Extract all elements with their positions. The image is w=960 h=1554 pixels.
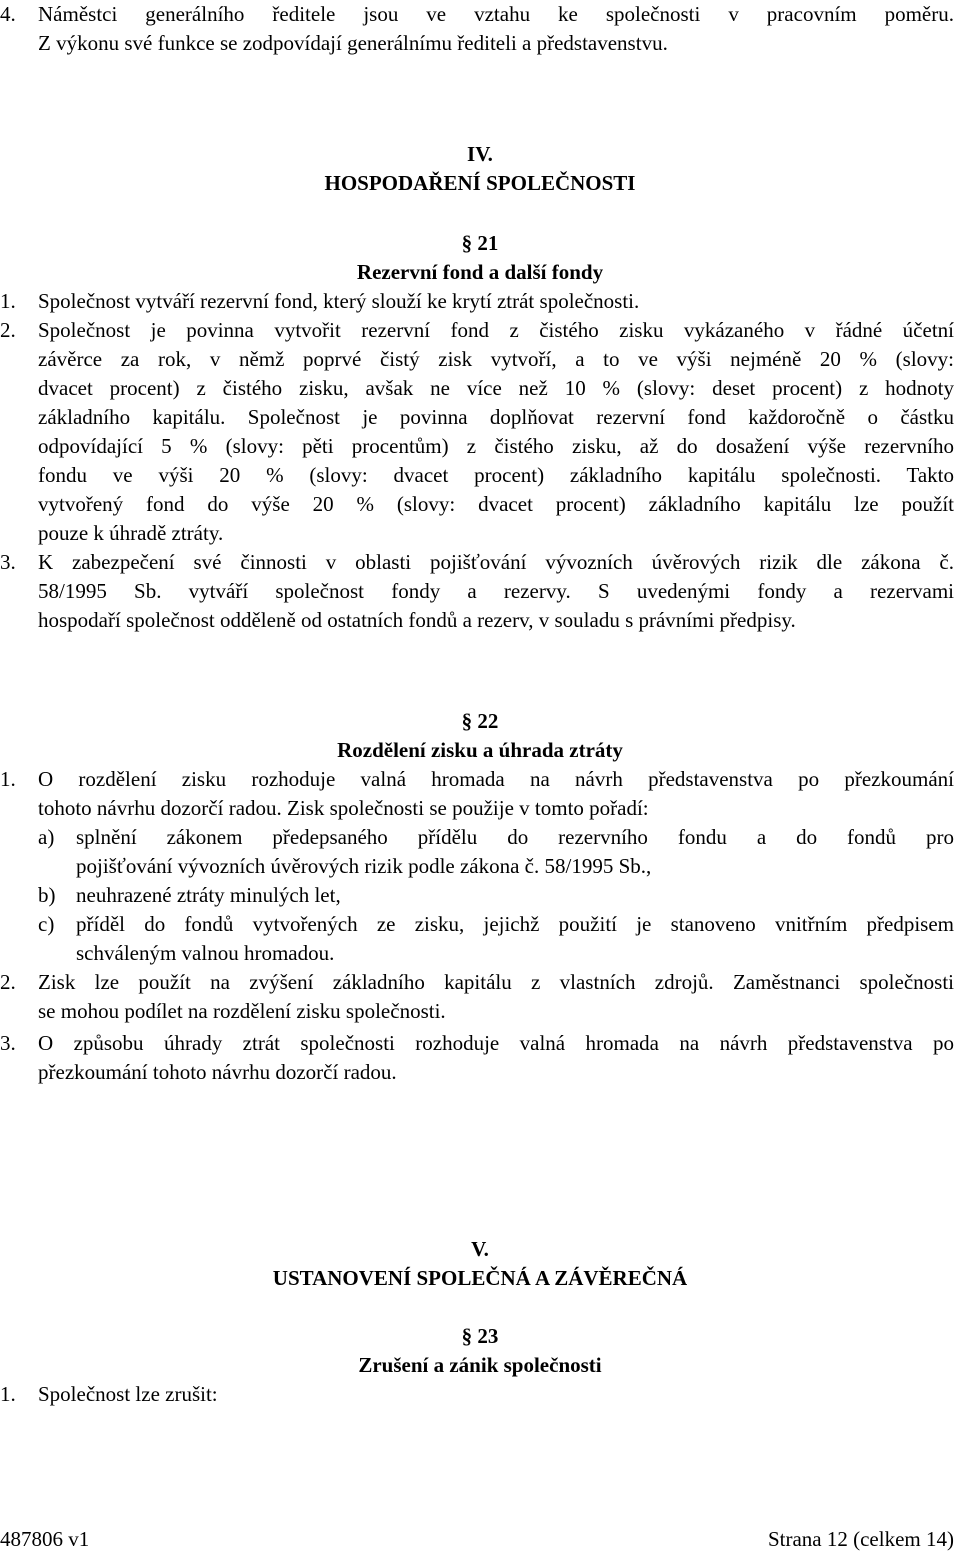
paragraph-number: 1.: [0, 767, 16, 791]
list-item-label: c): [38, 912, 55, 936]
text-line: pouze k úhradě ztráty.: [38, 521, 224, 545]
part-title: HOSPODAŘENÍ SPOLEČNOSTI: [324, 171, 636, 195]
text-line: přezkoumání tohoto návrhu dozorčí radou.: [38, 1060, 397, 1084]
footer-page-number: Strana 12 (celkem 14): [767, 1527, 954, 1551]
text-line: příděl do fondů vytvořených ze zisku, jejichž použití je stanoveno vnitřním předpisem: [76, 912, 954, 936]
text-line: splnění zákonem předepsaného přídělu do rezervního fondu a do fondů pro: [76, 825, 954, 849]
text-line: O rozdělení zisku rozhoduje valná hromada na návrh představenstva po přezkoumání: [38, 767, 954, 791]
part-number: V.: [471, 1237, 489, 1261]
text-line: hospodaří společnost odděleně od ostatních fondů a rezerv, v souladu s právními předpisy.: [38, 608, 796, 632]
paragraph-number: 3.: [0, 550, 16, 574]
part-number: IV.: [467, 142, 493, 166]
text-line: odpovídající 5 % (slovy: pěti procentům) z čistého zisku, až do dosažení výše rezervního: [38, 434, 954, 458]
text-line: závěrce za rok, v němž poprvé čistý zisk vytvoří, a to ve výši nejméně 20 % (slovy:: [38, 347, 954, 371]
section-number: § 23: [461, 1324, 499, 1348]
paragraph-number: 2.: [0, 970, 16, 994]
list-item-label: b): [38, 883, 56, 907]
section-heading: Rozdělení zisku a úhrada ztráty: [337, 738, 623, 762]
list-item-label: a): [38, 825, 55, 849]
text-line: schváleným valnou hromadou.: [76, 941, 335, 965]
paragraph-number: 1.: [0, 1382, 16, 1406]
section-heading: Rezervní fond a další fondy: [356, 260, 604, 284]
text-line: neuhrazené ztráty minulých let,: [76, 883, 341, 907]
text-line: Z výkonu své funkce se zodpovídají generálnímu řediteli a představenstvu.: [38, 31, 668, 55]
paragraph-number: 3.: [0, 1031, 16, 1055]
text-line: Zisk lze použít na zvýšení základního kapitálu z vlastních zdrojů. Zaměstnanci společnosti: [38, 970, 954, 994]
text-line: fondu ve výši 20 % (slovy: dvacet procent) základního kapitálu společnosti. Takto: [38, 463, 954, 487]
text-line: O způsobu úhrady ztrát společnosti rozhoduje valná hromada na návrh představenstva po: [38, 1031, 954, 1055]
text-line: K zabezpečení své činnosti v oblasti pojišťování vývozních úvěrových rizik dle zákona č.: [38, 550, 954, 574]
section-number: § 21: [461, 231, 499, 255]
text-line: tohoto návrhu dozorčí radou. Zisk společnosti se použije v tomto pořadí:: [38, 796, 649, 820]
text-line: Společnost lze zrušit:: [38, 1382, 218, 1406]
text-line: dvacet procent) z čistého zisku, avšak ne více než 10 % (slovy: deset procent) z hodnoty: [38, 376, 954, 400]
text-line: pojišťování vývozních úvěrových rizik podle zákona č. 58/1995 Sb.,: [76, 854, 652, 878]
text-line: základního kapitálu. Společnost je povinna doplňovat rezervní fond každoročně o částku: [38, 405, 954, 429]
text-line: vytvořený fond do výše 20 % (slovy: dvacet procent) základního kapitálu lze použít: [38, 492, 954, 516]
text-line: Náměstci generálního ředitele jsou ve vztahu ke společnosti v pracovním poměru.: [38, 2, 954, 26]
footer-document-id: 487806 v1: [0, 1527, 90, 1551]
text-line: Společnost vytváří rezervní fond, který slouží ke krytí ztrát společnosti.: [38, 289, 640, 313]
paragraph-number: 2.: [0, 318, 16, 342]
section-heading: Zrušení a zánik společnosti: [358, 1353, 602, 1377]
paragraph-number: 1.: [0, 289, 16, 313]
part-title: USTANOVENÍ SPOLEČNÁ A ZÁVĚREČNÁ: [272, 1266, 688, 1290]
paragraph-number: 4.: [0, 2, 16, 26]
text-line: Společnost je povinna vytvořit rezervní fond z čistého zisku vykázaného v řádné účetní: [38, 318, 954, 342]
section-number: § 22: [461, 709, 499, 733]
text-line: se mohou podílet na rozdělení zisku společnosti.: [38, 999, 446, 1023]
text-line: 58/1995 Sb. vytváří společnost fondy a rezervy. S uvedenými fondy a rezervami: [38, 579, 954, 603]
